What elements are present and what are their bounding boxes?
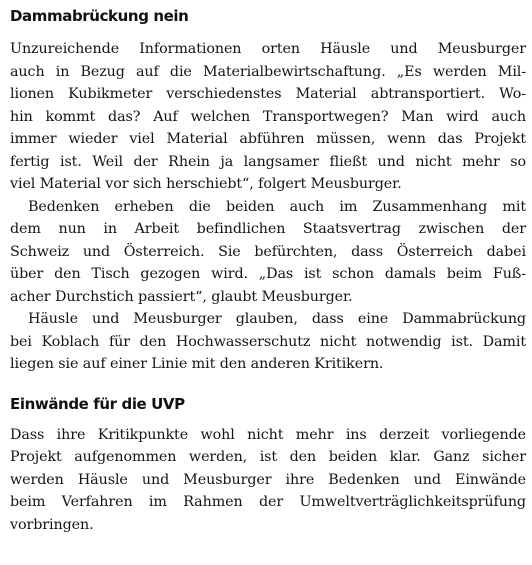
- section-einwaende-uvp: [10, 394, 526, 537]
- text-line: liegen sie auf einer Linie mit den anderen Kritikern.: [10, 356, 384, 372]
- section-heading: Einwände für die UVP: [10, 394, 185, 413]
- text-line: Häusle und Meusburger glauben, dass eine Dammabrückung: [28, 311, 526, 327]
- text-line: dem nun in Arbeit befindlichen Staatsvertrag zwischen der: [10, 221, 526, 237]
- text-line: immer wieder viel Material abführen müssen, wenn das Projekt: [10, 131, 526, 147]
- text-line: beim Verfahren im Rahmen der Umweltverträglichkeitsprüfung: [10, 494, 526, 510]
- text-line: Bedenken erheben die beiden auch im Zusammenhang mit: [28, 198, 526, 215]
- section-heading: Dammabrückung nein: [10, 7, 189, 25]
- text-line: fertig ist. Weil der Rhein ja langsamer fließt und nicht mehr so: [10, 153, 526, 170]
- text-line: viel Material vor sich herschiebt“, folgert Meusburger.: [10, 176, 402, 192]
- text-line: vorbringen.: [10, 516, 94, 533]
- text-line: Dass ihre Kritikpunkte wohl nicht mehr ins derzeit vorliegende: [10, 426, 526, 443]
- text-line: Schweiz und Österreich. Sie befürchten, dass Österreich dabei: [10, 243, 526, 260]
- text-line: werden Häusle und Meusburger ihre Bedenken und Einwände: [10, 471, 526, 488]
- text-line: acher Durchstich passiert“, glaubt Meusburger.: [10, 288, 353, 305]
- text-line: hin kommt das? Auf welchen Transportwegen? Man wird auch: [10, 108, 526, 125]
- article: [10, 6, 526, 536]
- text-line: Projekt aufgenommen werden, ist den beiden klar. Ganz sicher: [10, 449, 526, 465]
- section-body: [10, 38, 526, 376]
- text-line: auch in Bezug auf die Materialbewirtschaftung. „Es werden Mil-: [10, 63, 526, 80]
- text-line: über den Tisch gezogen wird. „Das ist schon damals beim Fuß-: [10, 266, 526, 282]
- text-line: bei Koblach für den Hochwasserschutz nicht notwendig ist. Damit: [10, 333, 526, 350]
- text-line: Unzureichende Informationen orten Häusle und Meusburger: [10, 41, 526, 57]
- section-body: [10, 424, 526, 537]
- text-line: lionen Kubikmeter verschiedenstes Material abtransportiert. Wo-: [10, 86, 526, 102]
- section-dammabrueckung: [10, 6, 526, 376]
